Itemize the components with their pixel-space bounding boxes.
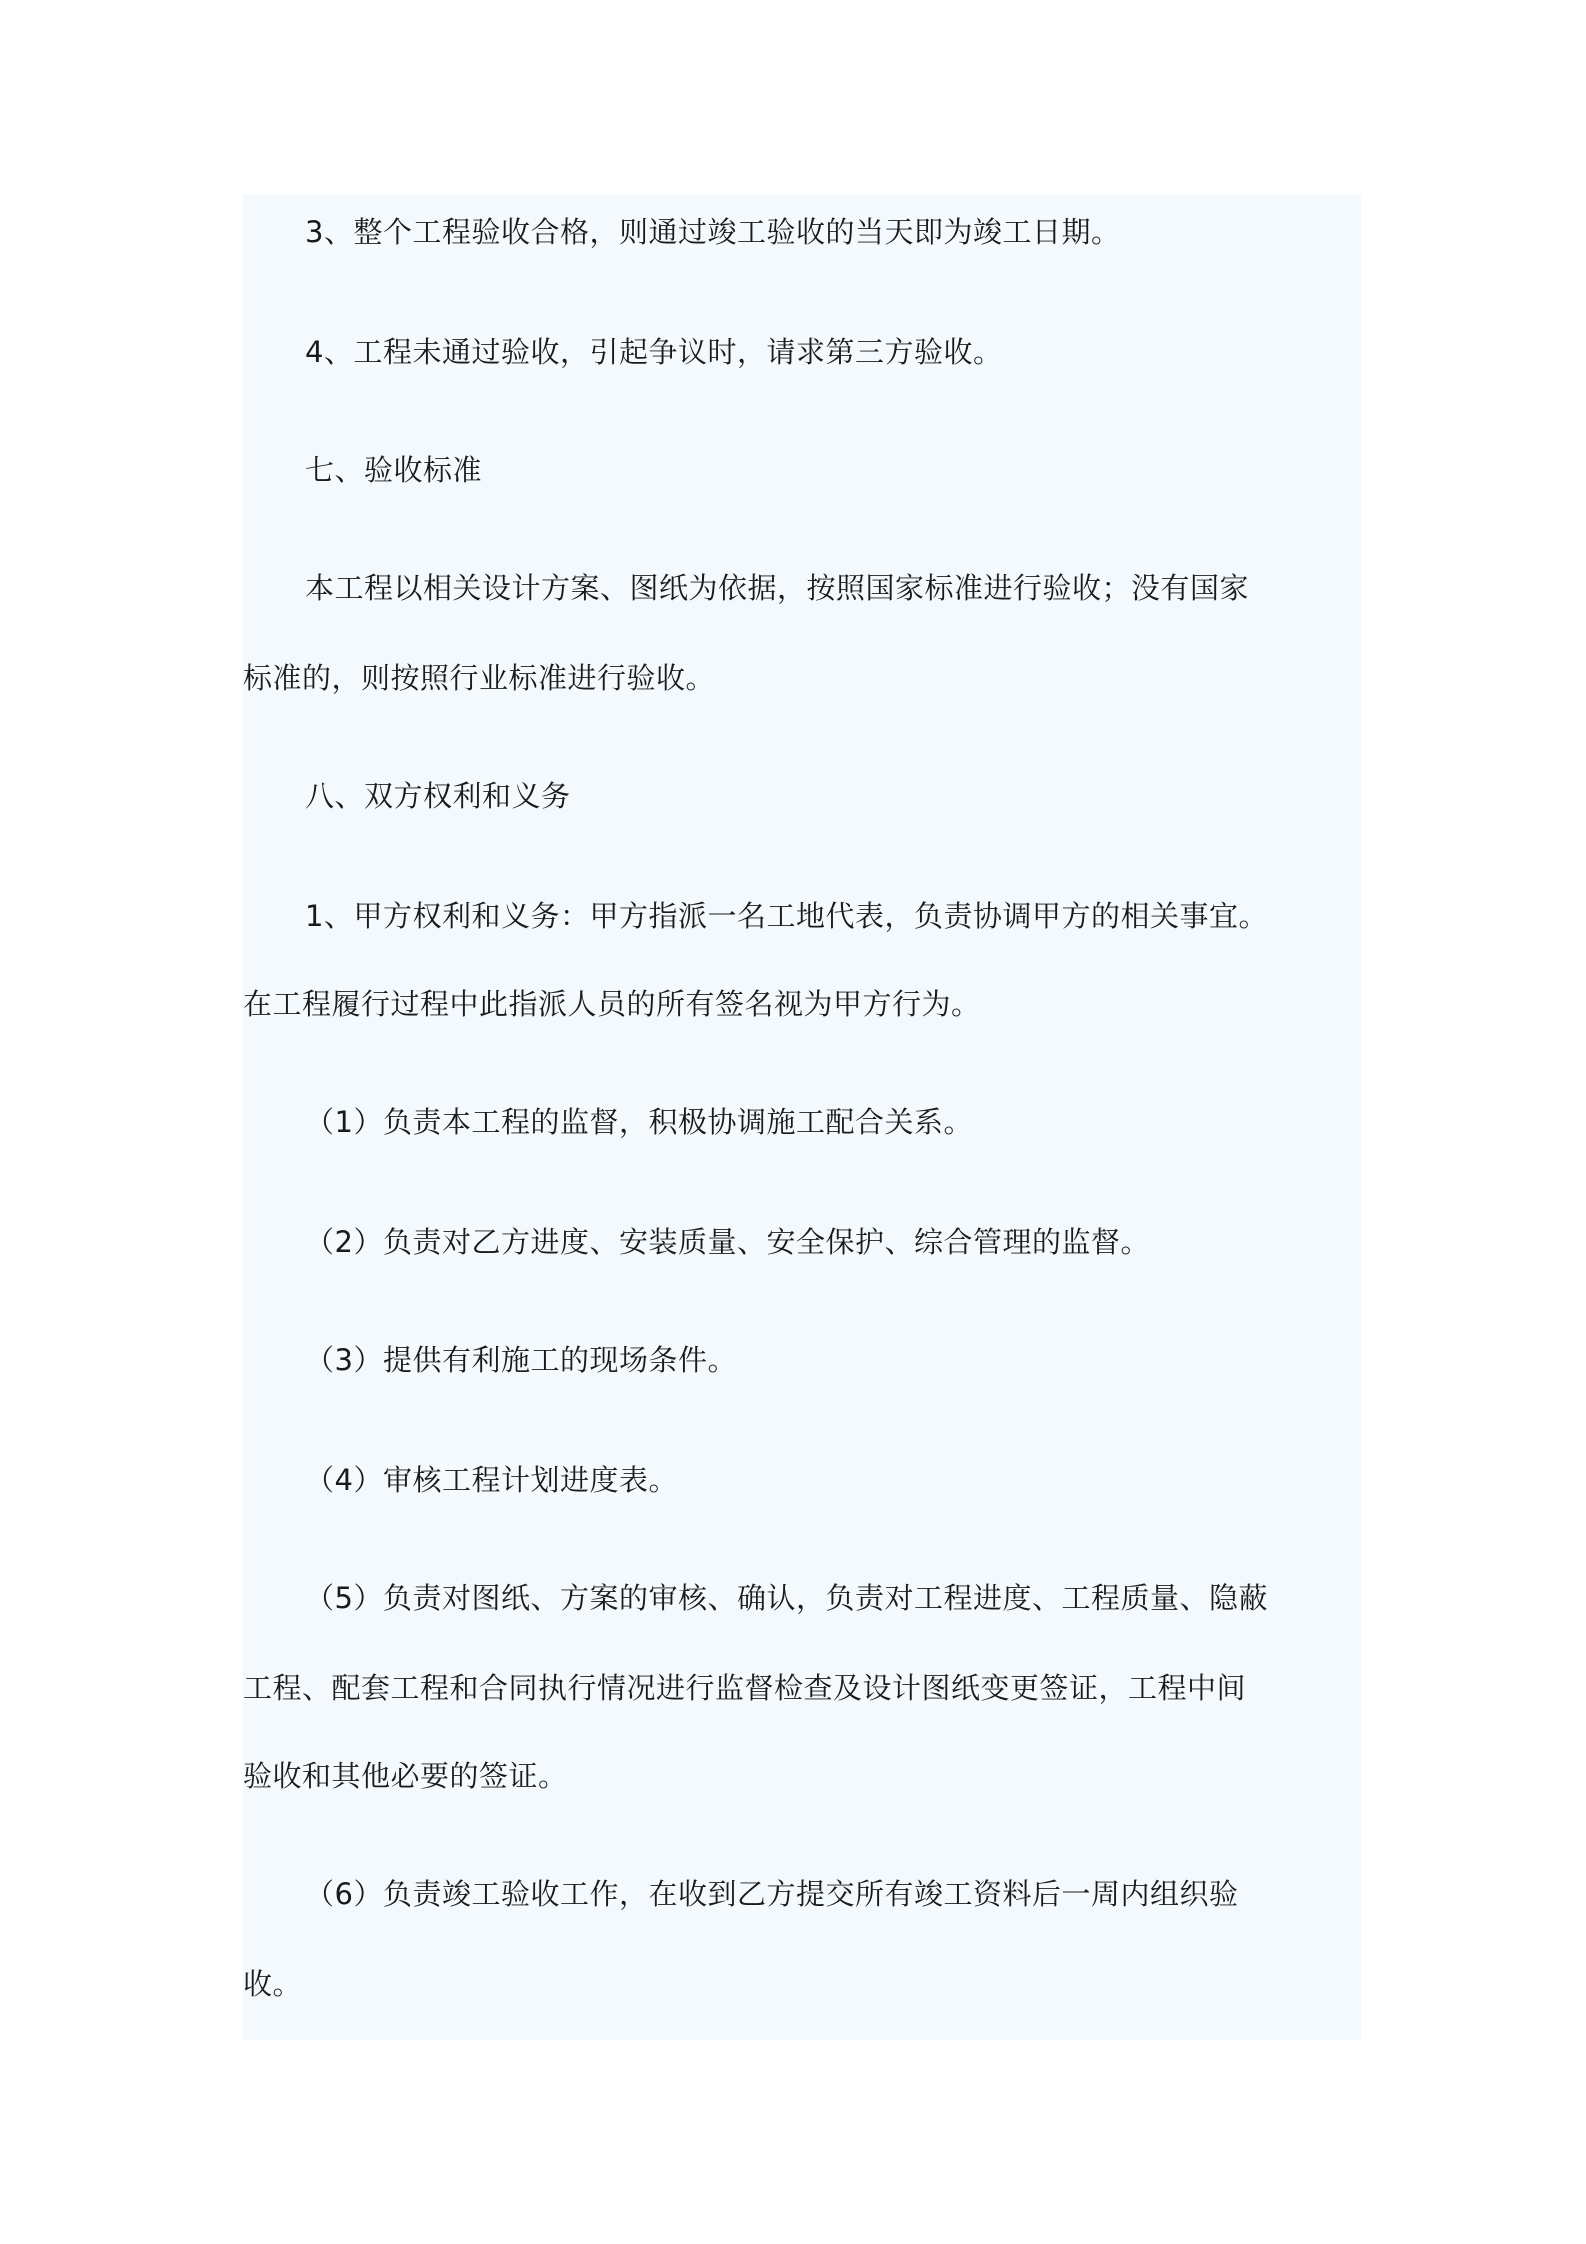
section-heading: 七、验收标准	[305, 453, 483, 487]
paragraph-line: 在工程履行过程中此指派人员的所有签名视为甲方行为。	[243, 987, 981, 1021]
paragraph-line: 标准的，则按照行业标准进行验收。	[243, 661, 716, 695]
paragraph-line: 4、工程未通过验收，引起争议时，请求第三方验收。	[305, 335, 1003, 369]
list-item: （4）审核工程计划进度表。	[305, 1463, 678, 1497]
paragraph-line: 收。	[243, 1967, 303, 2001]
list-item: （5）负责对图纸、方案的审核、确认，负责对工程进度、工程质量、隐蔽	[305, 1581, 1268, 1615]
list-item: （6）负责竣工验收工作，在收到乙方提交所有竣工资料后一周内组织验	[305, 1877, 1239, 1911]
list-item: （3）提供有利施工的现场条件。	[305, 1343, 737, 1377]
list-item: （2）负责对乙方进度、安装质量、安全保护、综合管理的监督。	[305, 1225, 1150, 1259]
paragraph-line: 3、整个工程验收合格，则通过竣工验收的当天即为竣工日期。	[305, 215, 1121, 249]
section-heading: 八、双方权利和义务	[305, 779, 571, 813]
paragraph-line: 验收和其他必要的签证。	[243, 1759, 568, 1793]
list-item: （1）负责本工程的监督，积极协调施工配合关系。	[305, 1105, 973, 1139]
paragraph-line: 1、甲方权利和义务：甲方指派一名工地代表，负责协调甲方的相关事宜。	[305, 899, 1268, 933]
paragraph-line: 本工程以相关设计方案、图纸为依据，按照国家标准进行验收；没有国家	[305, 571, 1250, 605]
paragraph-line: 工程、配套工程和合同执行情况进行监督检查及设计图纸变更签证，工程中间	[243, 1671, 1247, 1705]
document-text-block	[243, 194, 1361, 2040]
